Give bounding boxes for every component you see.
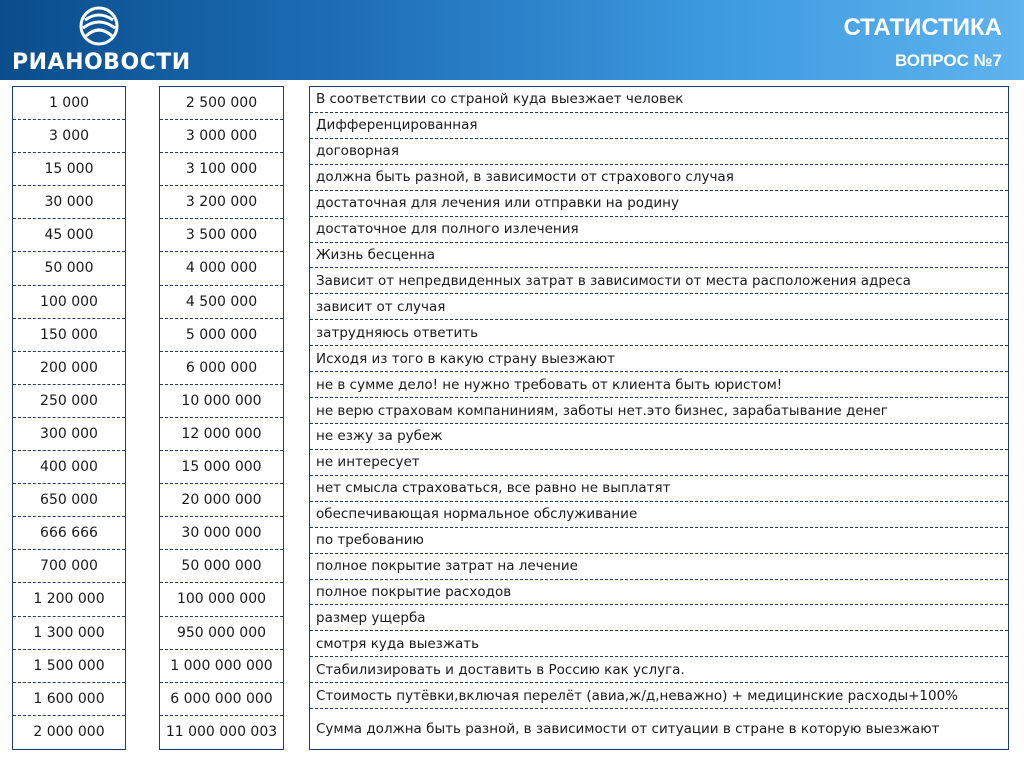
amount-cell: 30 000 [13, 186, 125, 219]
answer-row: размер ущерба [310, 605, 1008, 631]
amount-cell: 12 000 000 [160, 418, 283, 451]
amount-cell: 4 500 000 [160, 286, 283, 319]
answer-row: Жизнь бесценна [310, 243, 1008, 269]
answer-row: затрудняюсь ответить [310, 320, 1008, 346]
answer-row: договорная [310, 139, 1008, 165]
amounts-column-1 [12, 86, 126, 750]
amount-cell: 100 000 000 [160, 583, 283, 616]
answer-row: Стабилизировать и доставить в Россию как услуга. [310, 657, 1008, 683]
amount-cell: 15 000 000 [160, 451, 283, 484]
answer-row: полное покрытие затрат на лечение [310, 554, 1008, 580]
answer-row: Исходя из того в какую страну выезжают [310, 346, 1008, 372]
amount-cell: 150 000 [13, 319, 125, 352]
amount-cell: 3 000 000 [160, 120, 283, 153]
amount-cell: 1 200 000 [13, 583, 125, 616]
answer-row: нет смысла страховаться, все равно не выплатят [310, 476, 1008, 502]
amount-cell: 1 500 000 [13, 650, 125, 683]
amount-cell: 4 000 000 [160, 252, 283, 285]
amount-cell: 200 000 [13, 352, 125, 385]
amount-cell: 300 000 [13, 418, 125, 451]
amount-cell: 10 000 000 [160, 385, 283, 418]
amount-cell: 6 000 000 000 [160, 683, 283, 716]
amount-cell: 50 000 [13, 252, 125, 285]
amount-cell: 250 000 [13, 385, 125, 418]
header-banner [0, 0, 1024, 80]
answer-row: не верю страховам компаниниям, заботы нет.это бизнес, зарабатывание денег [310, 398, 1008, 424]
answer-row: не в сумме дело! не нужно требовать от клиента быть юристом! [310, 372, 1008, 398]
ria-novosti-logo [12, 6, 192, 74]
amount-cell: 3 000 [13, 120, 125, 153]
answer-row: достаточное для полного излечения [310, 217, 1008, 243]
answer-row: полное покрытие расходов [310, 580, 1008, 606]
amount-cell: 1 300 000 [13, 617, 125, 650]
amount-cell: 45 000 [13, 219, 125, 252]
answers-column [309, 86, 1009, 750]
amount-cell: 1 000 [13, 87, 125, 120]
amount-cell: 400 000 [13, 451, 125, 484]
amount-cell: 30 000 000 [160, 517, 283, 550]
amount-cell: 50 000 000 [160, 550, 283, 583]
page-subtitle: ВОПРОС №7 [894, 51, 1002, 70]
answer-row: зависит от случая [310, 294, 1008, 320]
title-block [843, 14, 1002, 72]
amount-cell: 950 000 000 [160, 617, 283, 650]
answer-row: должна быть разной, в зависимости от страхового случая [310, 165, 1008, 191]
globe-logo-icon [76, 6, 122, 46]
amount-cell: 666 666 [13, 517, 125, 550]
amount-cell: 15 000 [13, 153, 125, 186]
amount-cell: 5 000 000 [160, 319, 283, 352]
answer-row: В соответствии со страной куда выезжает человек [310, 87, 1008, 113]
answer-row: Стоимость путёвки,включая перелёт (авиа,ж/д,неважно) + медицинские расходы+100% [310, 683, 1008, 709]
amount-cell: 2 500 000 [160, 87, 283, 120]
amount-cell: 700 000 [13, 550, 125, 583]
amount-cell: 11 000 000 003 [165, 723, 278, 740]
answer-row: смотря куда выезжать [310, 631, 1008, 657]
amount-cell: 1 600 000 [13, 683, 125, 716]
answer-row: не интересует [310, 450, 1008, 476]
amount-cell: 6 000 000 [160, 352, 283, 385]
answer-row: Зависит от непредвиденных затрат в зависимости от места расположения адреса [310, 268, 1008, 294]
amount-cell: 3 100 000 [160, 153, 283, 186]
amount-cell: 2 000 000 [33, 723, 105, 740]
answer-row: по требованию [310, 528, 1008, 554]
answer-row: обеспечивающая нормальное обслуживание [310, 502, 1008, 528]
amounts-column-2 [159, 86, 284, 750]
amount-cell: 650 000 [13, 484, 125, 517]
amount-cell: 20 000 000 [160, 484, 283, 517]
amount-cell: 100 000 [13, 286, 125, 319]
answer-row: Дифференцированная [310, 113, 1008, 139]
answer-row: достаточная для лечения или отправки на родину [310, 191, 1008, 217]
amount-cell: 3 200 000 [160, 186, 283, 219]
amount-cell: 1 000 000 000 [160, 650, 283, 683]
answer-row: не езжу за рубеж [310, 424, 1008, 450]
amount-cell: 3 500 000 [160, 219, 283, 252]
logo-text: РИАНОВОСТИ [12, 50, 191, 75]
answer-row: Сумма должна быть разной, в зависимости от ситуации в стране в которую выезжают [316, 721, 940, 738]
page-title: СТАТИСТИКА [843, 14, 1002, 41]
